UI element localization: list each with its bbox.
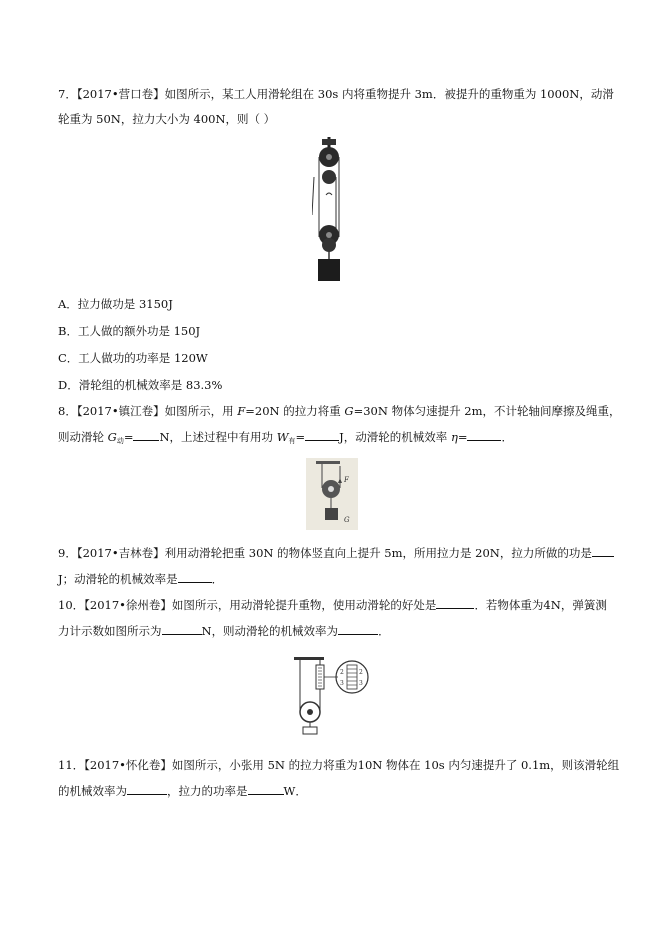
q8-figure-label-g: G (344, 516, 350, 524)
q11-blank-1 (127, 783, 167, 795)
q7-pulley-system-figure (312, 137, 346, 287)
q7-stem-line2: 轮重为 50N，拉力大小为 400N，则（ ） (58, 112, 276, 126)
q10-scale-mark-right-bottom: 3 (359, 680, 363, 687)
q8-movable-pulley-figure (306, 458, 358, 530)
q10-blank-1 (436, 597, 474, 609)
q8-stem-line1: 8．【2017•镇江卷】如图所示，用 F=20N 的拉力将重 G=30N 物体匀速提升 2m，不计轮轴间摩擦及绳重， (58, 404, 621, 418)
q8-blank-3 (467, 429, 501, 441)
q10-scale-mark-left-top: 2 (340, 669, 344, 676)
q9-stem-line2: J；动滑轮的机械效率是 ． (58, 572, 224, 586)
q8-stem-line2: 则动滑轮 $G_动= N$，上述过程中有用功 $W_有= J$，动滑轮的机械效率 η= ． (58, 430, 513, 445)
q10-scale-mark-right-top: 2 (359, 669, 363, 676)
q9-blank-1 (592, 545, 614, 557)
q7-option-d: D．滑轮组的机械效率是 83.3% (58, 378, 223, 392)
q10-stem-line2: 力计示数如图所示为 N，则动滑轮的机械效率为 ． (58, 624, 390, 638)
q10-blank-3 (338, 623, 378, 635)
q8-blank-2 (305, 429, 339, 441)
q7-stem-line1: 7．【2017•营口卷】如图所示，某工人用滑轮组在 30s 内将重物提升 3m．被提升的重物重为 1000N，动滑 (58, 87, 614, 101)
q7-option-a: A．拉力做功是 3150J (58, 297, 173, 311)
q9-stem-line1: 9．【2017•吉林卷】利用动滑轮把重 30N 的物体竖直向上提升 5m，所用拉力是 20N，拉力所做的功是 (58, 545, 614, 561)
q11-stem-line2: 的机械效率为 ，拉力的功率是 W． (58, 784, 307, 798)
q10-stem-line1: 10．【2017•徐州卷】如图所示，用动滑轮提升重物，使用动滑轮的好处是 ．若物体重为4N，弹簧测 (58, 598, 607, 612)
q8-figure-label-f: F (344, 476, 349, 484)
q11-blank-2 (248, 783, 284, 795)
q11-stem-line1: 11．【2017•怀化卷】如图所示，小张用 5N 的拉力将重为10N 物体在 10s 内匀速提升了 0.1m，则该滑轮组 (58, 758, 620, 772)
q10-blank-2 (162, 623, 202, 635)
q10-spring-scale-figure (290, 655, 374, 735)
q9-blank-2 (178, 571, 212, 583)
q7-option-c: C．工人做功的功率是 120W (58, 351, 208, 365)
q10-scale-mark-left-bottom: 3 (340, 680, 344, 687)
q8-blank-1 (133, 429, 159, 441)
q7-option-b: B．工人做的额外功是 150J (58, 324, 201, 338)
